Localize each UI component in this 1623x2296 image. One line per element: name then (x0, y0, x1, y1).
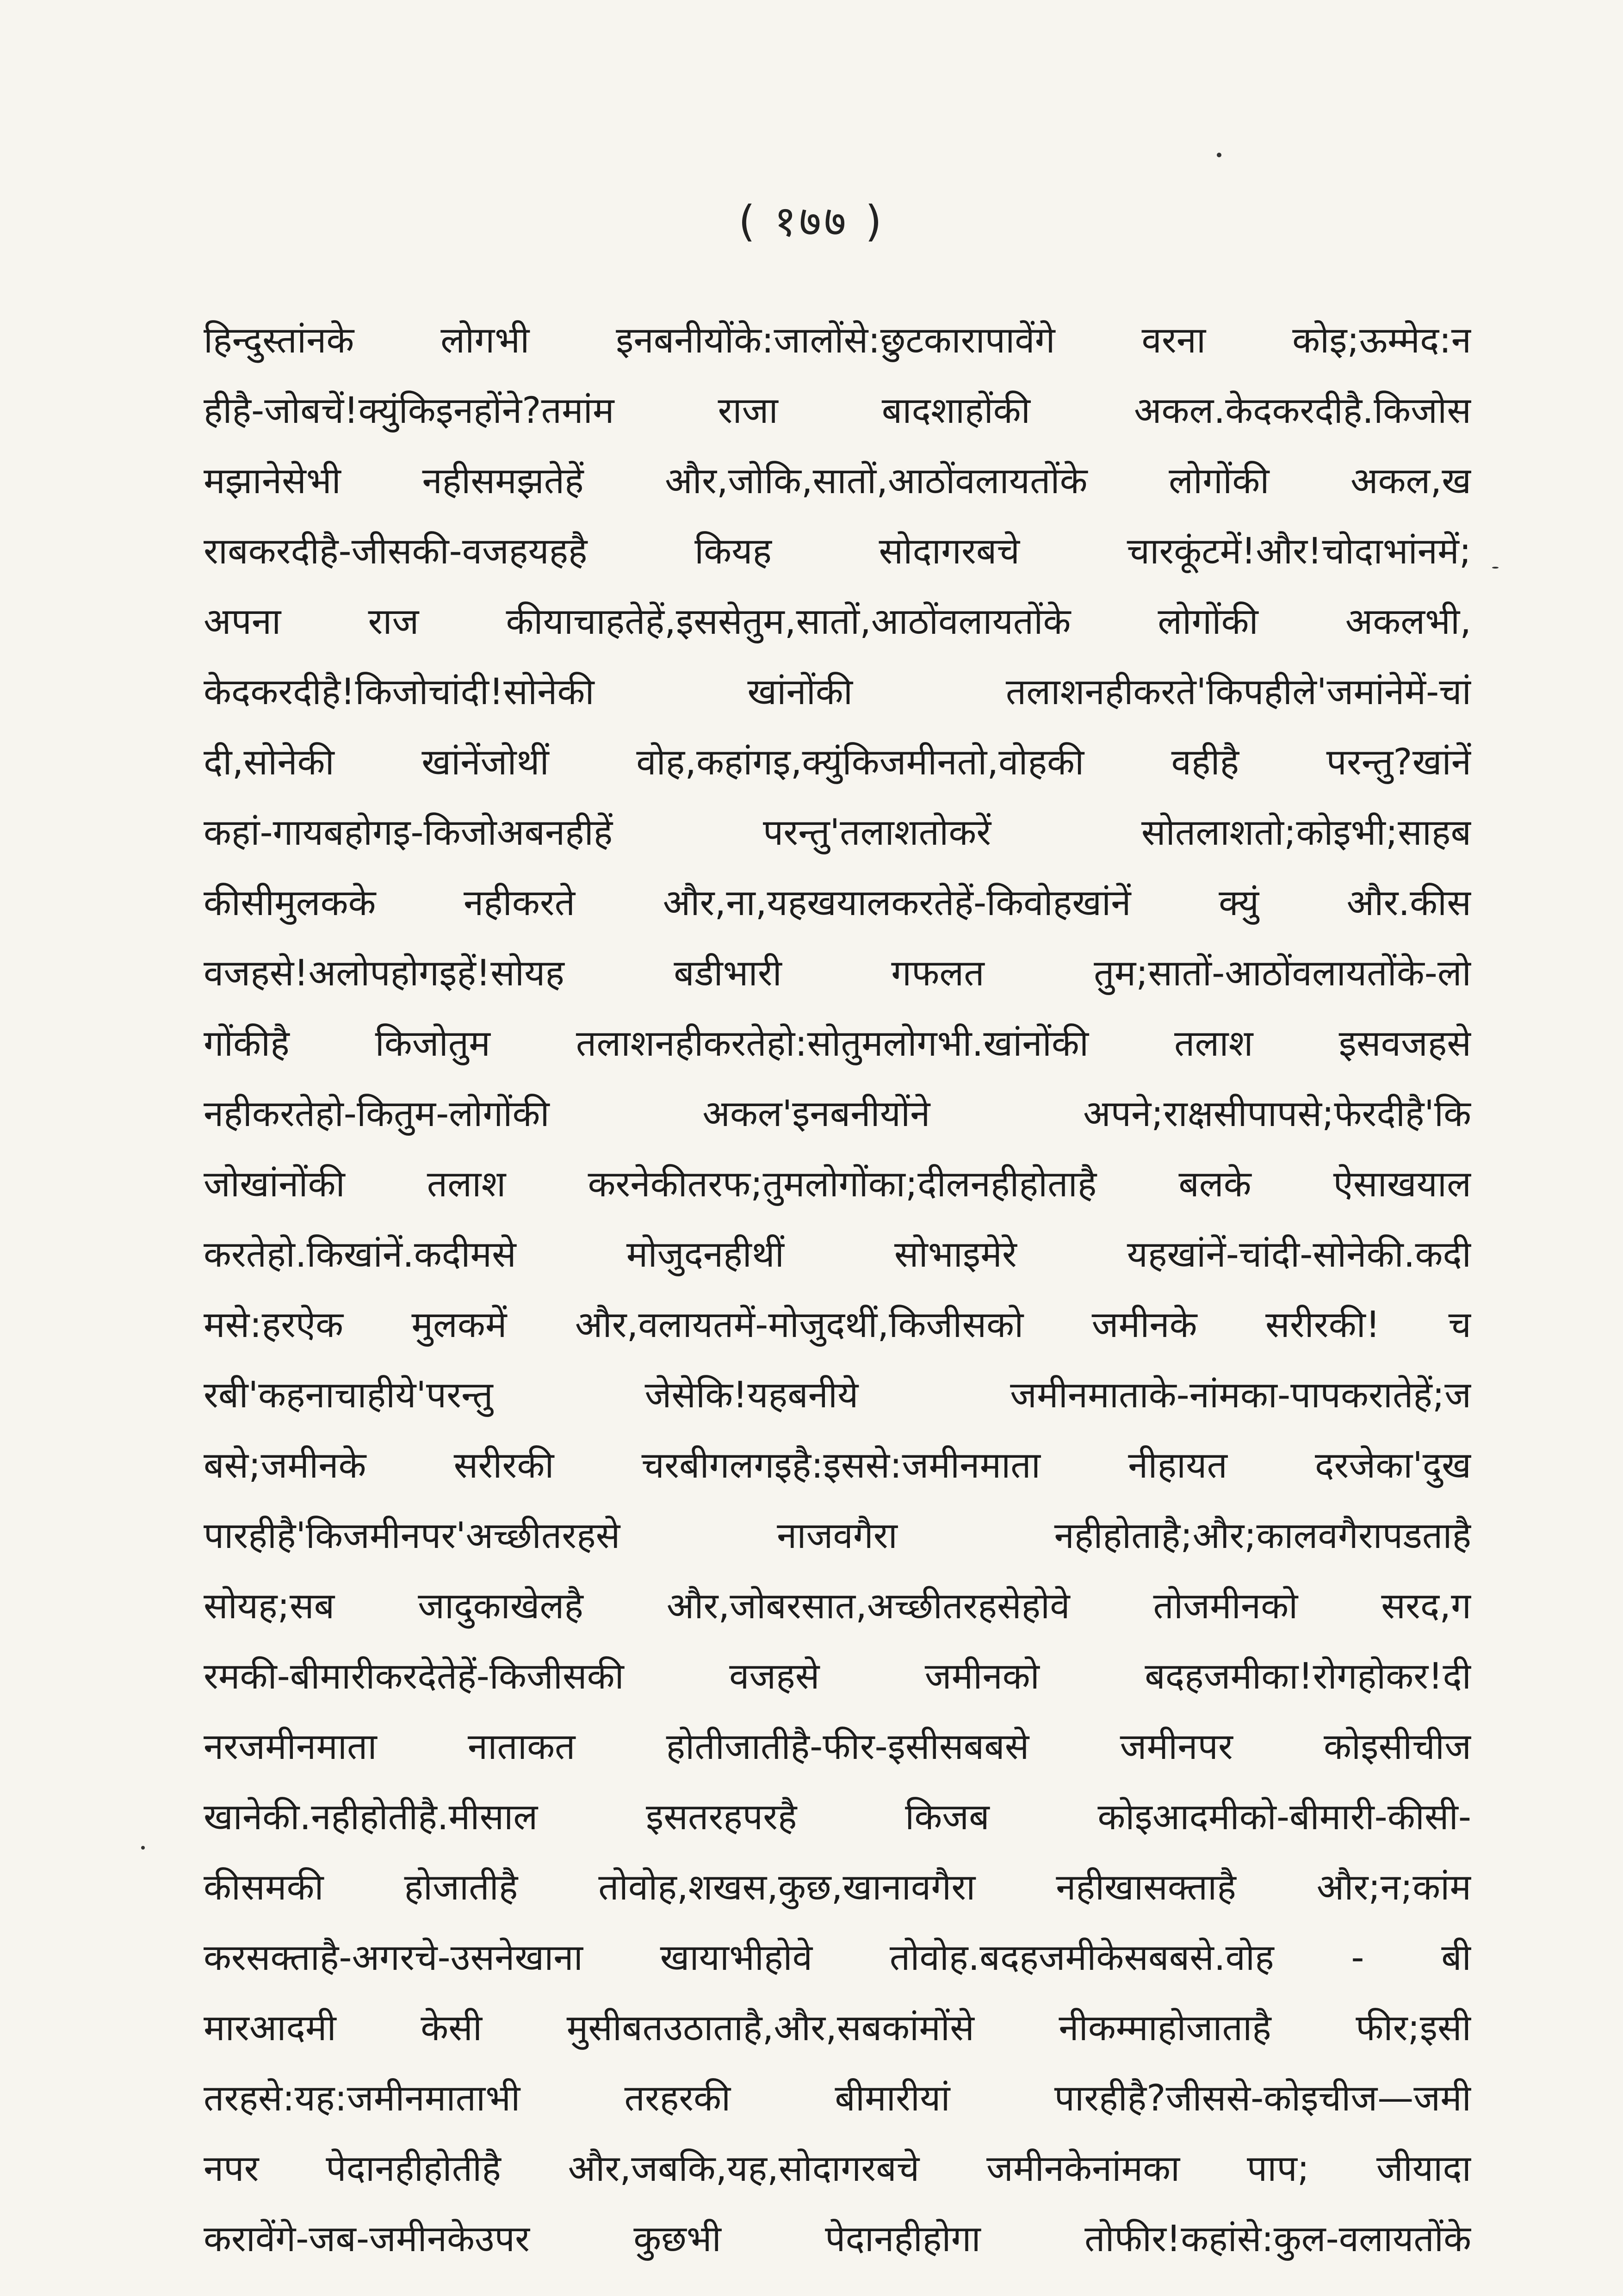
text-line: रबी'कहनाचाहीये'परन्तु जेसेकि!यहबनीये जमीनमाताके-नांमका-पापकरातेहें;ज (204, 1374, 1471, 1416)
text-line: केदकरदीहै!किजोचांदी!सोनेकी खांनोंकी तलाशनहीकरते'किपहीले'जमांनेमें-चां (204, 671, 1471, 713)
text-line: नहीकरतेहो-कितुम-लोगोंकी अकल'इनबनीयोंने अपने;राक्षसीपापसे;फेरदीहै'कि (204, 1093, 1471, 1135)
text-line: दी,सोनेकी खांनेंजोथीं वोह,कहांगइ,क्युंकिजमीनतो,वोहकी वहीहै परन्तु?खांनें (204, 742, 1471, 783)
text-line: तरहसे:यह:जमीनमाताभी तरहरकी बीमारीयां पारहीहै?जीससे-कोइचीज—जमी (204, 2078, 1471, 2119)
print-speck (1217, 153, 1221, 157)
text-line: हीहै-जोबचें!क्युंकिइनहोंने?तमांम राजा बादशाहोंकी अकल.केदकरदीहै.किजोस (204, 390, 1471, 432)
text-line: राबकरदीहै-जीसकी-वजहयहहै कियह सोदागरबचे चारकूंटमें!और!चोदाभांनमें; (204, 531, 1471, 572)
text-line: अपना राज कीयाचाहतेहें,इससेतुम,सातों,आठोंवलायतोंके लोगोंकी अकलभी, (204, 601, 1471, 643)
text-line: रमकी-बीमारीकरदेतेहें-किजीसकी वजहसे जमीनको बदहजमीका!रोगहोकर!दी (204, 1656, 1471, 1697)
text-line: सोयह;सब जादुकाखेलहै और,जोबरसात,अच्छीतरहसेहोवे तोजमीनको सरद,ग (204, 1585, 1471, 1627)
text-line: नपर पेदानहीहोतीहै और,जबकि,यह,सोदागरबचे जमीनकेनांमका पाप; जीयादा (204, 2148, 1471, 2190)
text-line: कहां-गायबहोगइ-किजोअबनहीहें परन्तु'तलाशतोकरें सोतलाशतो;कोइभी;साहब (204, 812, 1471, 854)
text-line: मारआदमी केसी मुसीबतउठाताहै,और,सबकांमोंसे नीकम्माहोजाताहै फीर;इसी (204, 2007, 1471, 2049)
body-text (204, 305, 1471, 2274)
text-line: करतेहो.किखांनें.कदीमसे मोजुदनहीथीं सोभाइमेरे यहखांनें-चांदी-सोनेकी.कदी (204, 1234, 1471, 1275)
text-line: हिन्दुस्तांनके लोगभी इनबनीयोंके:जालोंसे:छुटकारापावेंगे वरना कोइ;ऊम्मेद:न (204, 320, 1471, 361)
text-line: वजहसे!अलोपहोगइहें!सोयह बडीभारी गफलत तुम;सातों-आठोंवलायतोंके-लो (204, 953, 1471, 994)
text-line: पारहीहै'किजमीनपर'अच्छीतरहसे नाजवगैरा नहीहोताहै;और;कालवगैरापडताहै (204, 1515, 1471, 1557)
text-line: कीसमकी होजातीहै तोवोह,शखस,कुछ,खानावगैरा नहीखासक्ताहै और;न;कांम (204, 1867, 1471, 1908)
page-number: ( १७७ ) (738, 197, 885, 246)
text-line: करसक्ताहै-अगरचे-उसनेखाना खायाभीहोवे तोवोह.बदहजमीकेसबबसे.वोह - बी (204, 1937, 1471, 1979)
text-line: जोखांनोंकी तलाश करनेकीतरफ;तुमलोगोंका;दीलनहीहोताहै बलके ऐसाखयाल (204, 1163, 1471, 1205)
text-line: बसे;जमीनके सरीरकी चरबीगलगइहै:इससे:जमीनमाता नीहायत दरजेका'दुख (204, 1445, 1471, 1486)
text-line: गोंकीहै किजोतुम तलाशनहीकरतेहो:सोतुमलोगभी.खांनोंकी तलाश इसवजहसे (204, 1023, 1471, 1064)
text-line: नरजमीनमाता नाताकत होतीजातीहै-फीर-इसीसबबसे जमीनपर कोइसीचीज (204, 1726, 1471, 1768)
print-speck (141, 1846, 145, 1850)
text-line: मसे:हरऐक मुलकमें और,वलायतमें-मोजुदथीं,किजीसको जमीनके सरीरकी! च (204, 1304, 1471, 1346)
text-line: मझानेसेभी नहीसमझतेहें और,जोकि,सातों,आठोंवलायतोंके लोगोंकी अकल,ख (204, 460, 1471, 502)
text-line: खानेकी.नहीहोतीहै.मीसाल इसतरहपरहै किजब कोइआदमीको-बीमारी-कीसी- (204, 1796, 1471, 1838)
print-speck (1492, 567, 1499, 569)
text-line: कीसीमुलकके नहीकरते और,ना,यहखयालकरतेहें-किवोहखांनें क्युं और.कीस (204, 882, 1471, 924)
text-line: करावेंगे-जब-जमीनकेउपर कुछभी पेदानहीहोगा तोफीर!कहांसे:कुल-वलायतोंके (204, 2218, 1471, 2260)
